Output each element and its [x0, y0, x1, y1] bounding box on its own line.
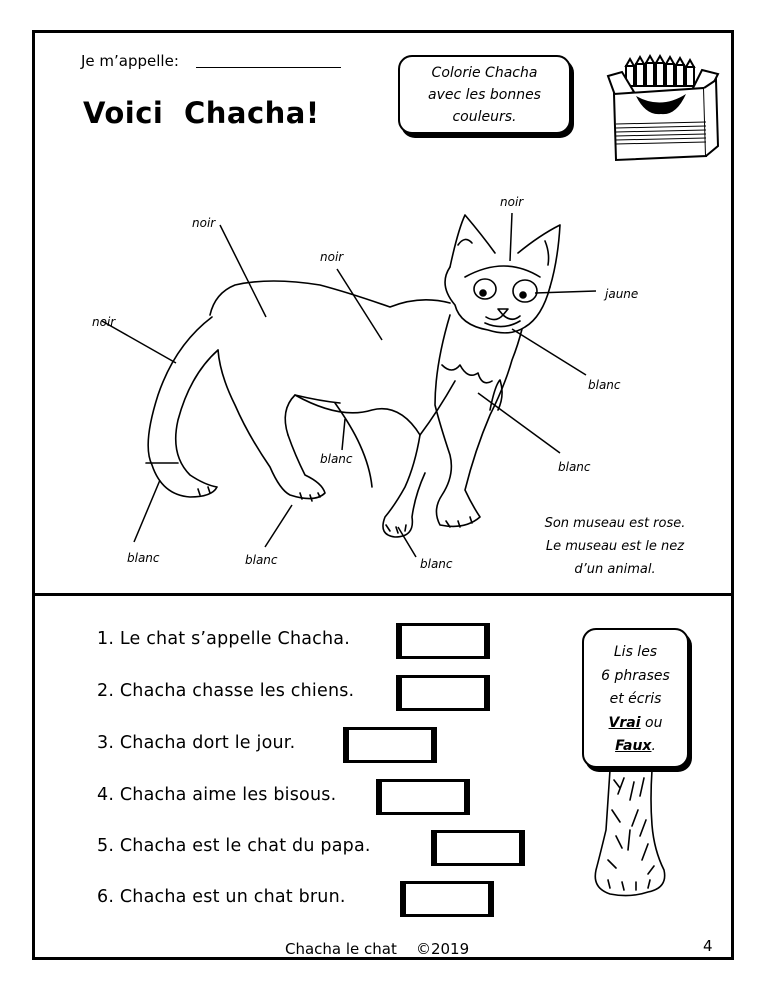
label-front-paw: blanc [420, 557, 453, 571]
cat-illustration [120, 205, 590, 565]
question-2: 2. Chacha chasse les chiens. [97, 681, 355, 701]
answer-box-3[interactable] [343, 727, 437, 763]
instruction-line-1: Colorie Chacha [431, 65, 538, 81]
task-period: . [651, 738, 656, 754]
task-line-2: 6 phrases [601, 667, 670, 684]
answer-box-2[interactable] [396, 675, 490, 711]
label-tail-tip: blanc [127, 551, 160, 565]
answer-box-6[interactable] [400, 881, 494, 917]
label-back: noir [192, 216, 216, 230]
task-line-4 [584, 712, 687, 736]
question-3: 3. Chacha dort le jour. [97, 733, 296, 753]
label-belly: blanc [320, 452, 353, 466]
label-head: noir [500, 195, 524, 209]
instruction-line-2: avec les bonnes [428, 87, 541, 103]
nose-note-line-2: Le museau est le nez [545, 539, 685, 554]
label-eyes: jaune [605, 287, 639, 301]
nose-note [520, 512, 710, 581]
nose-note-line-3: d’un animal. [574, 562, 656, 577]
question-6: 6. Chacha est un chat brun. [97, 887, 346, 907]
faux-word: Faux [615, 738, 652, 754]
instruction-line-3: couleurs. [452, 109, 517, 125]
answer-box-4[interactable] [376, 779, 470, 815]
answer-box-1[interactable] [396, 623, 490, 659]
page-number: 4 [703, 937, 713, 955]
cat-paw-illustration [590, 770, 680, 900]
label-tail: noir [92, 315, 116, 329]
task-line-5 [584, 735, 687, 759]
footer-text: Chacha le chat ©2019 [285, 940, 470, 958]
nose-note-line-1: Son museau est rose. [544, 516, 686, 531]
task-line-1: Lis les [613, 644, 658, 660]
page-title: Voici Chacha! [83, 96, 320, 130]
label-neck: noir [320, 250, 344, 264]
label-back-paw: blanc [245, 553, 278, 567]
label-chin: blanc [588, 378, 621, 392]
task-line-3: et écris [609, 691, 662, 707]
vrai-word: Vrai [608, 714, 641, 731]
question-5: 5. Chacha est le chat du papa. [97, 836, 371, 856]
answer-box-5[interactable] [431, 830, 525, 866]
instruction-bubble [398, 55, 571, 134]
question-1: 1. Le chat s’appelle Chacha. [97, 629, 350, 649]
section-divider [32, 593, 734, 596]
label-chest: blanc [558, 460, 591, 474]
ou-word: ou [640, 714, 663, 731]
name-label: Je m’appelle: [81, 52, 179, 70]
question-4: 4. Chacha aime les bisous. [97, 785, 337, 805]
name-field-line [196, 67, 341, 68]
task-bubble [582, 628, 689, 768]
crayon-box-icon [606, 54, 721, 164]
